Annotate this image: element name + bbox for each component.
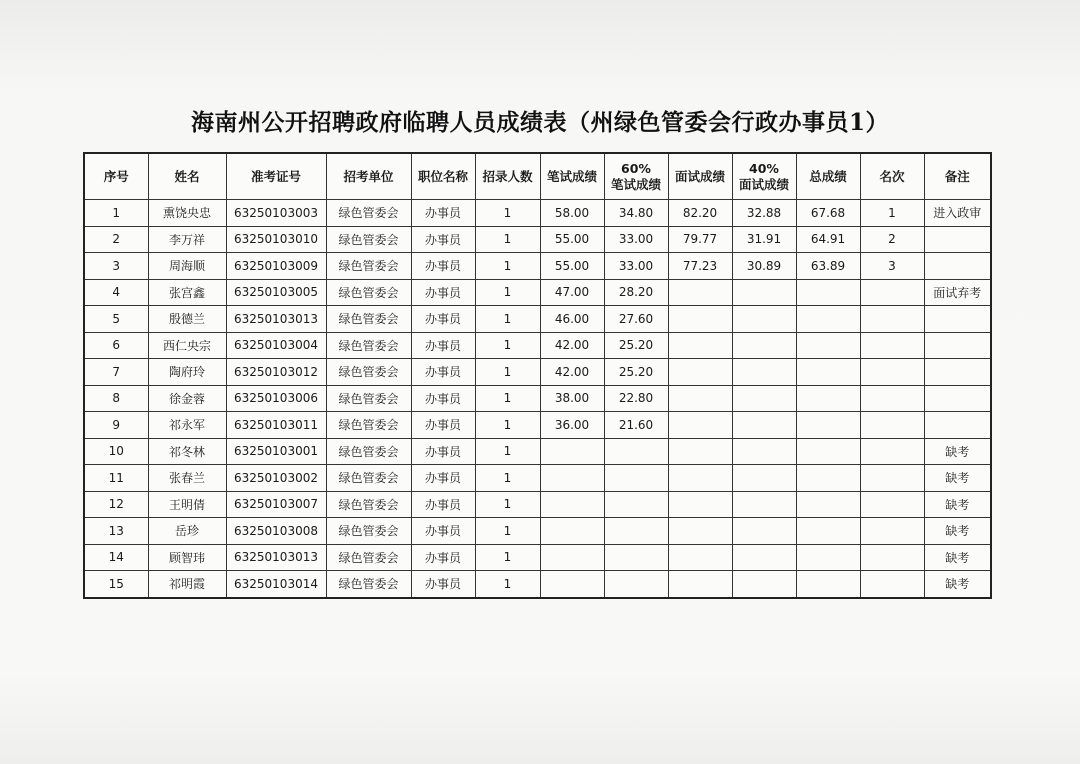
cell-name: 徐金蓉 — [148, 385, 226, 412]
table-row — [84, 438, 991, 465]
cell-written — [540, 491, 604, 518]
table-row — [84, 332, 991, 359]
cell-written: 42.00 — [540, 332, 604, 359]
cell-seq: 3 — [84, 253, 148, 280]
cell-name: 岳珍 — [148, 518, 226, 545]
cell-interview-40 — [732, 465, 796, 492]
cell-total — [796, 518, 860, 545]
cell-seq: 5 — [84, 306, 148, 333]
cell-seq: 15 — [84, 571, 148, 598]
cell-remark: 缺考 — [924, 571, 991, 598]
cell-seq: 1 — [84, 200, 148, 227]
cell-written-60: 22.80 — [604, 385, 668, 412]
header-position: 职位名称 — [411, 153, 475, 200]
cell-written: 42.00 — [540, 359, 604, 386]
cell-rank — [860, 491, 924, 518]
cell-name: 顾智玮 — [148, 544, 226, 571]
header-row — [84, 153, 991, 200]
cell-seq: 9 — [84, 412, 148, 439]
cell-quota: 1 — [475, 412, 540, 439]
cell-remark: 缺考 — [924, 465, 991, 492]
cell-written: 46.00 — [540, 306, 604, 333]
cell-interview-40: 32.88 — [732, 200, 796, 227]
cell-name: 张春兰 — [148, 465, 226, 492]
cell-total — [796, 465, 860, 492]
table-row — [84, 253, 991, 280]
table-row — [84, 385, 991, 412]
cell-remark — [924, 412, 991, 439]
cell-rank: 1 — [860, 200, 924, 227]
cell-interview — [668, 438, 732, 465]
cell-written-60: 25.20 — [604, 359, 668, 386]
cell-seq: 14 — [84, 544, 148, 571]
cell-interview-40 — [732, 571, 796, 598]
header-name: 姓名 — [148, 153, 226, 200]
cell-rank — [860, 438, 924, 465]
cell-written-60: 34.80 — [604, 200, 668, 227]
cell-interview-40 — [732, 438, 796, 465]
cell-seq: 8 — [84, 385, 148, 412]
cell-written-60: 28.20 — [604, 279, 668, 306]
cell-written-60: 33.00 — [604, 226, 668, 253]
cell-interview-40: 30.89 — [732, 253, 796, 280]
cell-position: 办事员 — [411, 412, 475, 439]
cell-total — [796, 571, 860, 598]
cell-ticket: 63250103013 — [226, 306, 326, 333]
cell-unit: 绿色管委会 — [326, 544, 411, 571]
cell-interview — [668, 518, 732, 545]
cell-written — [540, 544, 604, 571]
cell-seq: 10 — [84, 438, 148, 465]
cell-unit: 绿色管委会 — [326, 385, 411, 412]
table-row — [84, 491, 991, 518]
table-row — [84, 359, 991, 386]
cell-rank — [860, 465, 924, 492]
cell-position: 办事员 — [411, 465, 475, 492]
header-unit: 招考单位 — [326, 153, 411, 200]
cell-unit: 绿色管委会 — [326, 279, 411, 306]
cell-rank — [860, 544, 924, 571]
cell-interview — [668, 491, 732, 518]
cell-position: 办事员 — [411, 544, 475, 571]
cell-interview: 82.20 — [668, 200, 732, 227]
cell-seq: 2 — [84, 226, 148, 253]
cell-ticket: 63250103013 — [226, 544, 326, 571]
cell-total — [796, 544, 860, 571]
cell-ticket: 63250103002 — [226, 465, 326, 492]
cell-name: 张宫鑫 — [148, 279, 226, 306]
cell-remark: 进入政审 — [924, 200, 991, 227]
table-row — [84, 226, 991, 253]
cell-position: 办事员 — [411, 279, 475, 306]
cell-written — [540, 571, 604, 598]
cell-name: 祁永军 — [148, 412, 226, 439]
cell-interview — [668, 359, 732, 386]
cell-name: 殷德兰 — [148, 306, 226, 333]
cell-quota: 1 — [475, 491, 540, 518]
cell-unit: 绿色管委会 — [326, 438, 411, 465]
cell-quota: 1 — [475, 544, 540, 571]
cell-total: 63.89 — [796, 253, 860, 280]
cell-position: 办事员 — [411, 359, 475, 386]
cell-name: 祁明霞 — [148, 571, 226, 598]
cell-written-60 — [604, 438, 668, 465]
cell-rank — [860, 279, 924, 306]
cell-unit: 绿色管委会 — [326, 200, 411, 227]
header-interview-40-pct: 40% — [749, 160, 779, 176]
cell-position: 办事员 — [411, 332, 475, 359]
cell-unit: 绿色管委会 — [326, 571, 411, 598]
cell-rank — [860, 412, 924, 439]
score-table — [83, 152, 992, 599]
cell-ticket: 63250103009 — [226, 253, 326, 280]
cell-unit: 绿色管委会 — [326, 412, 411, 439]
cell-position: 办事员 — [411, 385, 475, 412]
cell-remark — [924, 385, 991, 412]
cell-seq: 11 — [84, 465, 148, 492]
cell-interview-40 — [732, 544, 796, 571]
cell-written-60: 27.60 — [604, 306, 668, 333]
cell-quota: 1 — [475, 332, 540, 359]
cell-remark: 缺考 — [924, 491, 991, 518]
cell-ticket: 63250103012 — [226, 359, 326, 386]
cell-name: 西仁央宗 — [148, 332, 226, 359]
cell-written: 55.00 — [540, 253, 604, 280]
cell-remark: 面试弃考 — [924, 279, 991, 306]
cell-quota: 1 — [475, 438, 540, 465]
cell-written-60 — [604, 544, 668, 571]
cell-written: 38.00 — [540, 385, 604, 412]
header-remark: 备注 — [924, 153, 991, 200]
cell-quota: 1 — [475, 518, 540, 545]
header-ticket: 准考证号 — [226, 153, 326, 200]
cell-seq: 13 — [84, 518, 148, 545]
header-total: 总成绩 — [796, 153, 860, 200]
cell-written — [540, 465, 604, 492]
table-row — [84, 571, 991, 598]
cell-interview-40 — [732, 518, 796, 545]
table-row — [84, 544, 991, 571]
header-written: 笔试成绩 — [540, 153, 604, 200]
cell-ticket: 63250103003 — [226, 200, 326, 227]
header-interview-40-label: 面试成绩 — [738, 176, 789, 192]
cell-unit: 绿色管委会 — [326, 491, 411, 518]
cell-quota: 1 — [475, 385, 540, 412]
cell-interview — [668, 412, 732, 439]
cell-ticket: 63250103014 — [226, 571, 326, 598]
cell-name: 熏饶央忠 — [148, 200, 226, 227]
cell-ticket: 63250103008 — [226, 518, 326, 545]
cell-total — [796, 306, 860, 333]
cell-remark: 缺考 — [924, 518, 991, 545]
cell-unit: 绿色管委会 — [326, 226, 411, 253]
cell-interview: 79.77 — [668, 226, 732, 253]
cell-written-60: 33.00 — [604, 253, 668, 280]
header-rank: 名次 — [860, 153, 924, 200]
header-interview-40 — [732, 153, 796, 200]
cell-name: 王明倩 — [148, 491, 226, 518]
cell-remark: 缺考 — [924, 438, 991, 465]
cell-name: 李万祥 — [148, 226, 226, 253]
table-row — [84, 465, 991, 492]
cell-total: 67.68 — [796, 200, 860, 227]
cell-interview-40: 31.91 — [732, 226, 796, 253]
cell-written-60: 21.60 — [604, 412, 668, 439]
cell-total — [796, 491, 860, 518]
cell-remark: 缺考 — [924, 544, 991, 571]
cell-seq: 7 — [84, 359, 148, 386]
cell-ticket: 63250103004 — [226, 332, 326, 359]
cell-total: 64.91 — [796, 226, 860, 253]
cell-rank — [860, 385, 924, 412]
cell-ticket: 63250103001 — [226, 438, 326, 465]
header-written-60-label: 笔试成绩 — [610, 176, 661, 192]
cell-interview-40 — [732, 279, 796, 306]
cell-total — [796, 359, 860, 386]
cell-interview — [668, 279, 732, 306]
table-row — [84, 412, 991, 439]
cell-unit: 绿色管委会 — [326, 518, 411, 545]
cell-interview — [668, 544, 732, 571]
cell-written-60 — [604, 491, 668, 518]
cell-position: 办事员 — [411, 200, 475, 227]
cell-interview — [668, 332, 732, 359]
cell-position: 办事员 — [411, 518, 475, 545]
header-written-60 — [604, 153, 668, 200]
cell-written-60 — [604, 571, 668, 598]
cell-ticket: 63250103010 — [226, 226, 326, 253]
cell-written — [540, 438, 604, 465]
cell-ticket: 63250103005 — [226, 279, 326, 306]
cell-total — [796, 332, 860, 359]
cell-position: 办事员 — [411, 226, 475, 253]
cell-name: 周海顺 — [148, 253, 226, 280]
cell-interview — [668, 465, 732, 492]
cell-unit: 绿色管委会 — [326, 465, 411, 492]
cell-remark — [924, 226, 991, 253]
cell-ticket: 63250103007 — [226, 491, 326, 518]
cell-interview-40 — [732, 491, 796, 518]
cell-interview-40 — [732, 385, 796, 412]
cell-total — [796, 279, 860, 306]
cell-position: 办事员 — [411, 571, 475, 598]
cell-rank — [860, 359, 924, 386]
table-row — [84, 200, 991, 227]
cell-ticket: 63250103011 — [226, 412, 326, 439]
cell-rank — [860, 571, 924, 598]
cell-position: 办事员 — [411, 438, 475, 465]
header-interview: 面试成绩 — [668, 153, 732, 200]
cell-unit: 绿色管委会 — [326, 359, 411, 386]
cell-interview-40 — [732, 306, 796, 333]
cell-total — [796, 438, 860, 465]
cell-seq: 6 — [84, 332, 148, 359]
cell-remark — [924, 306, 991, 333]
header-written-60-pct: 60% — [621, 160, 651, 176]
cell-remark — [924, 332, 991, 359]
cell-remark — [924, 359, 991, 386]
cell-written-60: 25.20 — [604, 332, 668, 359]
cell-name: 祁冬林 — [148, 438, 226, 465]
cell-position: 办事员 — [411, 306, 475, 333]
cell-interview: 77.23 — [668, 253, 732, 280]
cell-seq: 4 — [84, 279, 148, 306]
cell-written: 55.00 — [540, 226, 604, 253]
header-seq: 序号 — [84, 153, 148, 200]
cell-quota: 1 — [475, 253, 540, 280]
cell-written-60 — [604, 465, 668, 492]
cell-total — [796, 385, 860, 412]
cell-quota: 1 — [475, 571, 540, 598]
cell-quota: 1 — [475, 465, 540, 492]
cell-interview — [668, 571, 732, 598]
cell-quota: 1 — [475, 279, 540, 306]
cell-interview-40 — [732, 359, 796, 386]
cell-written-60 — [604, 518, 668, 545]
cell-unit: 绿色管委会 — [326, 306, 411, 333]
header-quota: 招录人数 — [475, 153, 540, 200]
cell-written: 47.00 — [540, 279, 604, 306]
cell-rank — [860, 518, 924, 545]
cell-total — [796, 412, 860, 439]
cell-written: 58.00 — [540, 200, 604, 227]
cell-position: 办事员 — [411, 491, 475, 518]
document-title: 海南州公开招聘政府临聘人员成绩表（州绿色管委会行政办事员1） — [190, 109, 889, 136]
cell-quota: 1 — [475, 306, 540, 333]
cell-quota: 1 — [475, 226, 540, 253]
cell-quota: 1 — [475, 359, 540, 386]
cell-rank: 3 — [860, 253, 924, 280]
cell-name: 陶府玲 — [148, 359, 226, 386]
cell-rank — [860, 306, 924, 333]
table-row — [84, 306, 991, 333]
table-row — [84, 518, 991, 545]
cell-unit: 绿色管委会 — [326, 332, 411, 359]
cell-interview-40 — [732, 332, 796, 359]
cell-written: 36.00 — [540, 412, 604, 439]
cell-position: 办事员 — [411, 253, 475, 280]
cell-ticket: 63250103006 — [226, 385, 326, 412]
cell-remark — [924, 253, 991, 280]
table-row — [84, 279, 991, 306]
cell-unit: 绿色管委会 — [326, 253, 411, 280]
cell-written — [540, 518, 604, 545]
cell-quota: 1 — [475, 200, 540, 227]
cell-interview — [668, 385, 732, 412]
cell-rank — [860, 332, 924, 359]
cell-interview-40 — [732, 412, 796, 439]
cell-rank: 2 — [860, 226, 924, 253]
cell-seq: 12 — [84, 491, 148, 518]
cell-interview — [668, 306, 732, 333]
